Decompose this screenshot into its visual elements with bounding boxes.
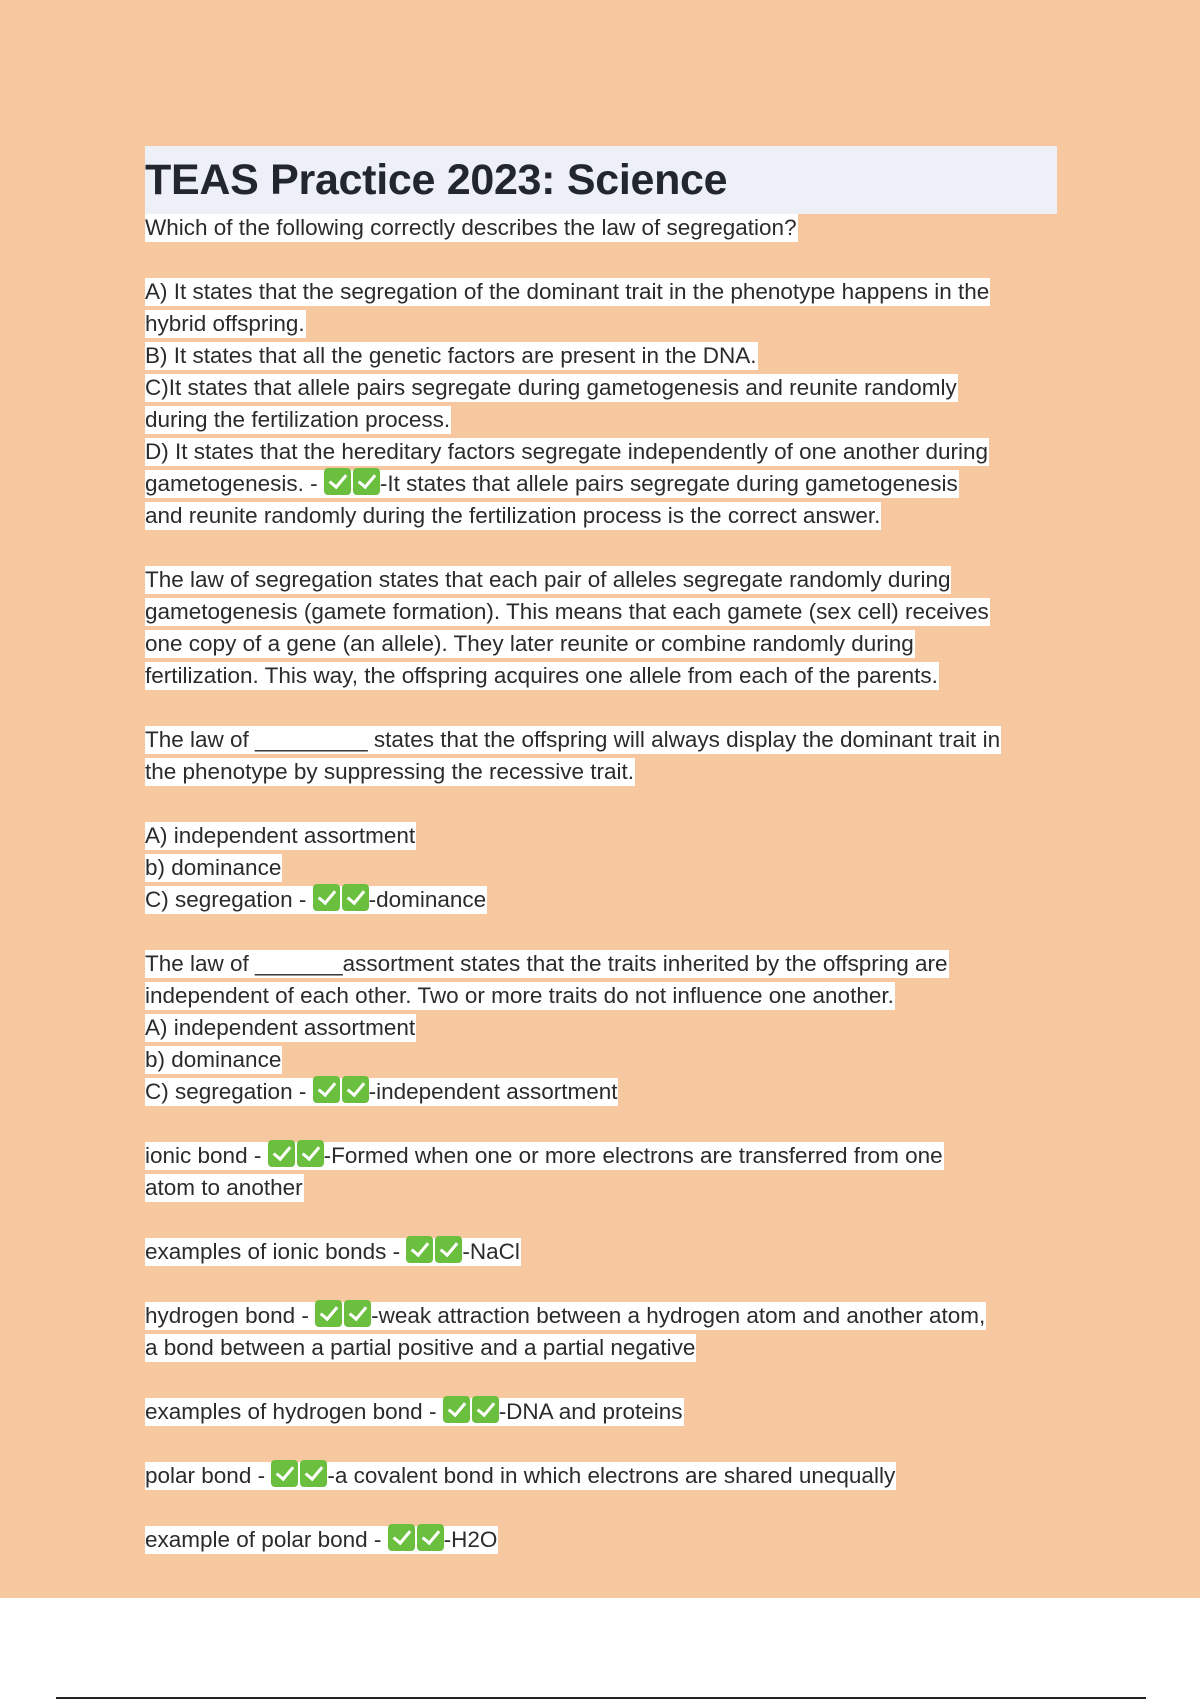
text-line (145, 724, 1060, 756)
answer-text: -H2O (443, 1527, 498, 1552)
text-line (145, 884, 1060, 916)
double-check-icon (443, 1396, 499, 1423)
term-text: example of polar bond - (145, 1527, 388, 1552)
footer-divider (56, 1697, 1146, 1699)
blank-line (145, 788, 1060, 820)
text-line (145, 660, 1060, 692)
text-line (145, 308, 1060, 340)
answer-text: -Formed when one or more electrons are transferred from one (323, 1143, 943, 1168)
blank-line (145, 1204, 1060, 1236)
line-text: fertilization. This way, the offspring acquires one allele from each of the parents. (145, 663, 938, 688)
answer-line (145, 1398, 684, 1426)
text-line (145, 468, 1060, 500)
text-line (145, 500, 1060, 532)
line-text: b) dominance (145, 855, 282, 880)
check-mark-icon (268, 1140, 295, 1167)
text-line (145, 1140, 1060, 1172)
text-line (145, 820, 1060, 852)
blank-line (145, 532, 1060, 564)
term-text: examples of hydrogen bond - (145, 1399, 443, 1424)
document-body (145, 212, 1060, 1556)
line-text: atom to another (145, 1175, 303, 1200)
double-check-icon (388, 1524, 444, 1551)
check-mark-icon (472, 1396, 499, 1423)
document-content (145, 146, 1060, 1556)
answer-line (145, 470, 959, 498)
line-text: A) independent assortment (145, 823, 416, 848)
term-text: ionic bond - (145, 1143, 268, 1168)
answer-line (145, 1142, 944, 1170)
text-line (145, 372, 1060, 404)
line-text: hybrid offspring. (145, 311, 305, 336)
answer-text: -It states that allele pairs segregate during gametogenesis (379, 471, 958, 496)
line-text: the phenotype by suppressing the recessive trait. (145, 759, 635, 784)
line-text: The law of _______assortment states that the traits inherited by the offspring are (145, 951, 948, 976)
check-mark-icon (342, 884, 369, 911)
text-line (145, 852, 1060, 884)
blank-line (145, 1492, 1060, 1524)
answer-line (145, 1526, 498, 1554)
blank-line (145, 1108, 1060, 1140)
double-check-icon (271, 1460, 327, 1487)
text-line (145, 596, 1060, 628)
line-text: gametogenesis (gamete formation). This means that each gamete (sex cell) receives (145, 599, 989, 624)
double-check-icon (313, 1076, 369, 1103)
answer-text: -DNA and proteins (498, 1399, 683, 1424)
double-check-icon (315, 1300, 371, 1327)
text-line (145, 276, 1060, 308)
check-mark-icon (271, 1460, 298, 1487)
text-line (145, 980, 1060, 1012)
check-mark-icon (388, 1524, 415, 1551)
check-mark-icon (406, 1236, 433, 1263)
check-mark-icon (313, 884, 340, 911)
text-line (145, 756, 1060, 788)
document-title: TEAS Practice 2023: Science (145, 156, 728, 204)
answer-line (145, 1078, 618, 1106)
term-text: polar bond - (145, 1463, 272, 1488)
answer-text: -independent assortment (368, 1079, 618, 1104)
check-mark-icon (297, 1140, 324, 1167)
answer-line (145, 1462, 896, 1490)
check-mark-icon (300, 1460, 327, 1487)
line-text: and reunite randomly during the fertilization process is the correct answer. (145, 503, 881, 528)
term-text: C) segregation - (145, 1079, 313, 1104)
text-line (145, 212, 1060, 244)
term-text: C) segregation - (145, 887, 313, 912)
answer-line (145, 1302, 986, 1330)
line-text: b) dominance (145, 1047, 282, 1072)
answer-text: -dominance (368, 887, 487, 912)
text-line (145, 1076, 1060, 1108)
text-line (145, 1044, 1060, 1076)
text-line (145, 628, 1060, 660)
text-line (145, 564, 1060, 596)
check-mark-icon (435, 1236, 462, 1263)
text-line (145, 1396, 1060, 1428)
check-mark-icon (313, 1076, 340, 1103)
answer-line (145, 886, 487, 914)
check-mark-icon (344, 1300, 371, 1327)
line-text: a bond between a partial positive and a partial negative (145, 1335, 696, 1360)
check-mark-icon (353, 468, 380, 495)
line-text: D) It states that the hereditary factors segregate independently of one another during (145, 439, 989, 464)
check-mark-icon (342, 1076, 369, 1103)
check-mark-icon (324, 468, 351, 495)
check-mark-icon (417, 1524, 444, 1551)
answer-text: -a covalent bond in which electrons are shared unequally (327, 1463, 896, 1488)
text-line (145, 1524, 1060, 1556)
line-text: one copy of a gene (an allele). They later reunite or combine randomly during (145, 631, 914, 656)
text-line (145, 1012, 1060, 1044)
line-text: Which of the following correctly describes the law of segregation? (145, 215, 797, 240)
blank-line (145, 1428, 1060, 1460)
line-text: independent of each other. Two or more traits do not influence one another. (145, 983, 894, 1008)
blank-line (145, 916, 1060, 948)
double-check-icon (406, 1236, 462, 1263)
line-text: The law of segregation states that each pair of alleles segregate randomly during (145, 567, 951, 592)
term-text: hydrogen bond - (145, 1303, 316, 1328)
blank-line (145, 692, 1060, 724)
blank-line (145, 1268, 1060, 1300)
line-text: during the fertilization process. (145, 407, 451, 432)
answer-text: -weak attraction between a hydrogen atom and another atom, (371, 1303, 986, 1328)
line-text: B) It states that all the genetic factors are present in the DNA. (145, 343, 757, 368)
text-line (145, 1236, 1060, 1268)
double-check-icon (324, 468, 380, 495)
text-line (145, 1460, 1060, 1492)
line-text: C)It states that allele pairs segregate during gametogenesis and reunite randomly (145, 375, 957, 400)
text-line (145, 1332, 1060, 1364)
text-line (145, 340, 1060, 372)
answer-line (145, 1238, 521, 1266)
check-mark-icon (315, 1300, 342, 1327)
term-text: gametogenesis. - (145, 471, 324, 496)
line-text: A) It states that the segregation of the dominant trait in the phenotype happens in the (145, 279, 990, 304)
title-bar (145, 146, 1057, 214)
term-text: examples of ionic bonds - (145, 1239, 407, 1264)
text-line (145, 948, 1060, 980)
text-line (145, 404, 1060, 436)
text-line (145, 1300, 1060, 1332)
double-check-icon (313, 884, 369, 911)
double-check-icon (268, 1140, 324, 1167)
check-mark-icon (443, 1396, 470, 1423)
line-text: A) independent assortment (145, 1015, 416, 1040)
blank-line (145, 1364, 1060, 1396)
text-line (145, 436, 1060, 468)
blank-line (145, 244, 1060, 276)
answer-text: -NaCl (462, 1239, 520, 1264)
text-line (145, 1172, 1060, 1204)
line-text: The law of _________ states that the offspring will always display the dominant trait in (145, 727, 1001, 752)
